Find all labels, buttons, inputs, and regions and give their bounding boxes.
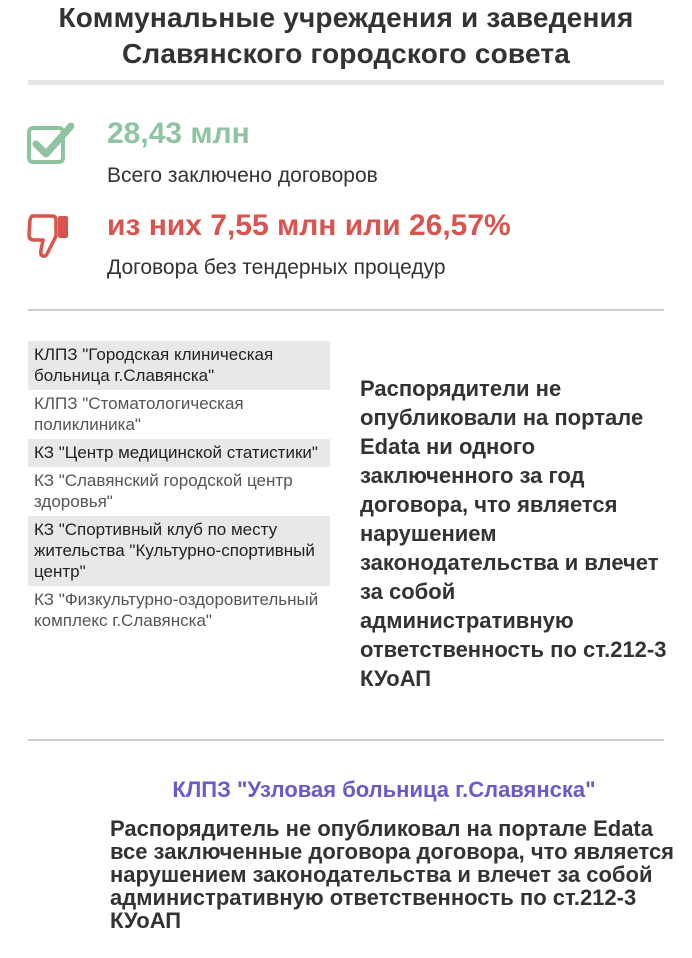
thumbs-down-icon [26, 212, 72, 260]
page-title-line-1: Коммунальные учреждения и заведения [58, 2, 634, 33]
institutions-list [28, 341, 330, 635]
list-item: КЗ "Славянский городской центр здоровья" [34, 471, 293, 511]
total-contracts-label: Всего заключено договоров [107, 164, 378, 187]
page-title [0, 0, 692, 72]
title-divider [28, 80, 664, 85]
hospital-violation-text: Распорядитель не опубликовал на портале Edata все заключенные договора договора, что является нарушением законодательства и влечет за собой административную ответственность по ст.212-3 КУоАП [110, 816, 675, 933]
violation-notice: Распорядители не опубликовали на портале Edata ни одного заключенного за год договора, что является нарушением законодательства и влечет за собой административную ответственность по ст.212-3 КУоАП [360, 376, 667, 691]
list-item: КЗ "Спортивный клуб по месту жительства "Культурно-спортивный центр" [28, 516, 330, 586]
list-item: КЛПЗ "Городская клиническая больница г.Славянска" [28, 341, 330, 390]
list-item: КЗ "Центр медицинской статистики" [28, 439, 330, 467]
section-divider-1 [28, 309, 664, 311]
list-item: КЗ "Физкультурно-оздоровительный комплекс г.Славянска" [34, 590, 319, 630]
page-title-line-2: Славянского городского совета [121, 38, 571, 69]
total-contracts-value: 28,43 млн [107, 117, 250, 150]
checkmark-box-icon [26, 120, 76, 166]
list-item: КЛПЗ "Стоматологическая поликлиника" [34, 394, 244, 434]
non-tender-value: из них 7,55 млн или 26,57% [107, 209, 511, 242]
non-tender-label: Договора без тендерных процедур [107, 256, 446, 279]
hospital-title: КЛПЗ "Узловая больница г.Славянска" [172, 777, 596, 802]
section-divider-2 [28, 739, 664, 741]
